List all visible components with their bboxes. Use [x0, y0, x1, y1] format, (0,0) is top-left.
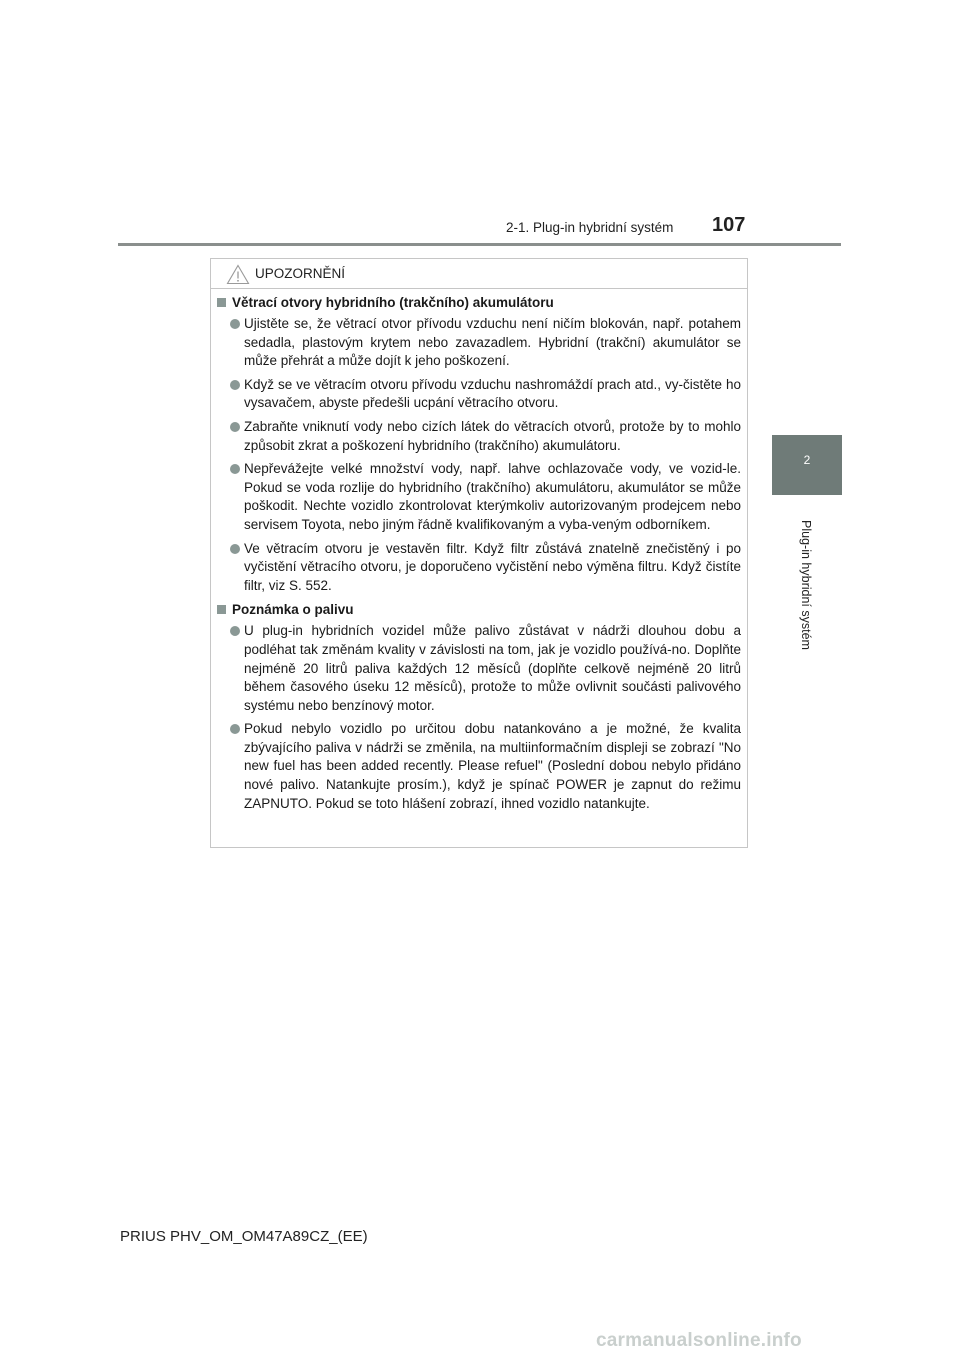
square-bullet-icon [217, 298, 226, 307]
round-bullet-icon [230, 724, 240, 734]
chapter-number: 2 [803, 453, 811, 467]
list-item-text: Zabraňte vniknutí vody nebo cizích látek do větracích otvorů, protože by to mohlo způsobit zkrat a poškození hybridního (trakčního) akumulátoru. [244, 418, 741, 453]
list-item [217, 460, 741, 534]
caution-body [211, 294, 747, 818]
chapter-tab-divider [772, 493, 842, 495]
round-bullet-icon [230, 380, 240, 390]
list-item-text: Ujistěte se, že větrací otvor přívodu vzduchu není ničím blokován, např. potahem sedadla, plastovým krytem nebo zavazadlem. Hybridní (trakční) akumulátor se může přehrát a může dojít k jeho poškození. [244, 316, 741, 369]
list-item [217, 622, 741, 715]
round-bullet-icon [230, 422, 240, 432]
section-title: 2-1. Plug-in hybridní systém [506, 220, 674, 235]
round-bullet-icon [230, 319, 240, 329]
list-item [217, 376, 741, 413]
list-item [217, 540, 741, 596]
caution-header [211, 259, 747, 289]
caution-box [210, 258, 748, 848]
chapter-tab [772, 435, 842, 493]
list-item-text: Když se ve větracím otvoru přívodu vzduchu nashromáždí prach atd., vy-čistěte ho vysavačem, abyste předešli ucpání větracího otvoru. [244, 376, 741, 411]
watermark: carmanualsonline.info [596, 1330, 802, 1351]
caution-title: UPOZORNĚNÍ [255, 266, 346, 281]
list-item-text: Ve větracím otvoru je vestavěn filtr. Když filtr zůstává znatelně znečistěný i po vyčistění větracího otvoru, je doporučeno vyčistění nebo výměna filtru. Když čistíte filtr, viz S. 552. [244, 540, 741, 593]
page-number: 107 [712, 214, 746, 236]
round-bullet-icon [230, 626, 240, 636]
round-bullet-icon [230, 464, 240, 474]
section-heading-text: Větrací otvory hybridního (trakčního) akumulátoru [232, 295, 554, 310]
header-divider [118, 243, 841, 246]
list-item-text: Nepřevážejte velké množství vody, např. lahve ochlazovače vody, ve vozid-le. Pokud se voda rozlije do hybridního (trakčního) akumulátoru, akumulátor se může poškodit. Nechte vozidlo zkontrolovat kterýmkoliv autorizovaným prodejcem nebo servisem Toyota, nebo jiným řádně kvalifikovaným a vyba-veným odborníkem. [244, 461, 741, 532]
section-heading [217, 601, 741, 619]
section-heading-text: Poznámka o palivu [232, 602, 354, 618]
list-item-text: Pokud nebylo vozidlo po určitou dobu natankováno a je možné, že kvalita zbývajícího paliva v nádrži se změnila, na multiinformačním displeji se zobrazí "No new fuel has been added recently. Please refuel" (Poslední dobou nebylo přidáno nové palivo. Natankujte prosím.), když je spínač POWER je zapnut do režimu ZAPNUTO. Pokud se toto hlášení zobrazí, ihned vozidlo natankujte. [244, 721, 741, 811]
list-item [217, 315, 741, 371]
list-item-text: U plug-in hybridních vozidel může palivo zůstávat v nádrži dlouhou dobu a podléhat tak změnám kvality v závislosti na tom, jak je vozidlo používá-no. Doplňte nejméně 20 litrů paliva každých 12 měsíců (doplňte celkově nejméně 20 litrů během časového úseku 12 měsíců), protože to může ovlivnit součásti palivového systému nebo benzínový motor. [244, 623, 741, 713]
warning-triangle-icon [226, 264, 250, 285]
round-bullet-icon [230, 544, 240, 554]
square-bullet-icon [217, 605, 226, 614]
section-heading [217, 294, 741, 312]
chapter-label: Plug-in hybridní systém [799, 520, 813, 650]
document-code: PRIUS PHV_OM_OM47A89CZ_(EE) [120, 1228, 368, 1245]
list-item [217, 418, 741, 455]
list-item [217, 720, 741, 813]
